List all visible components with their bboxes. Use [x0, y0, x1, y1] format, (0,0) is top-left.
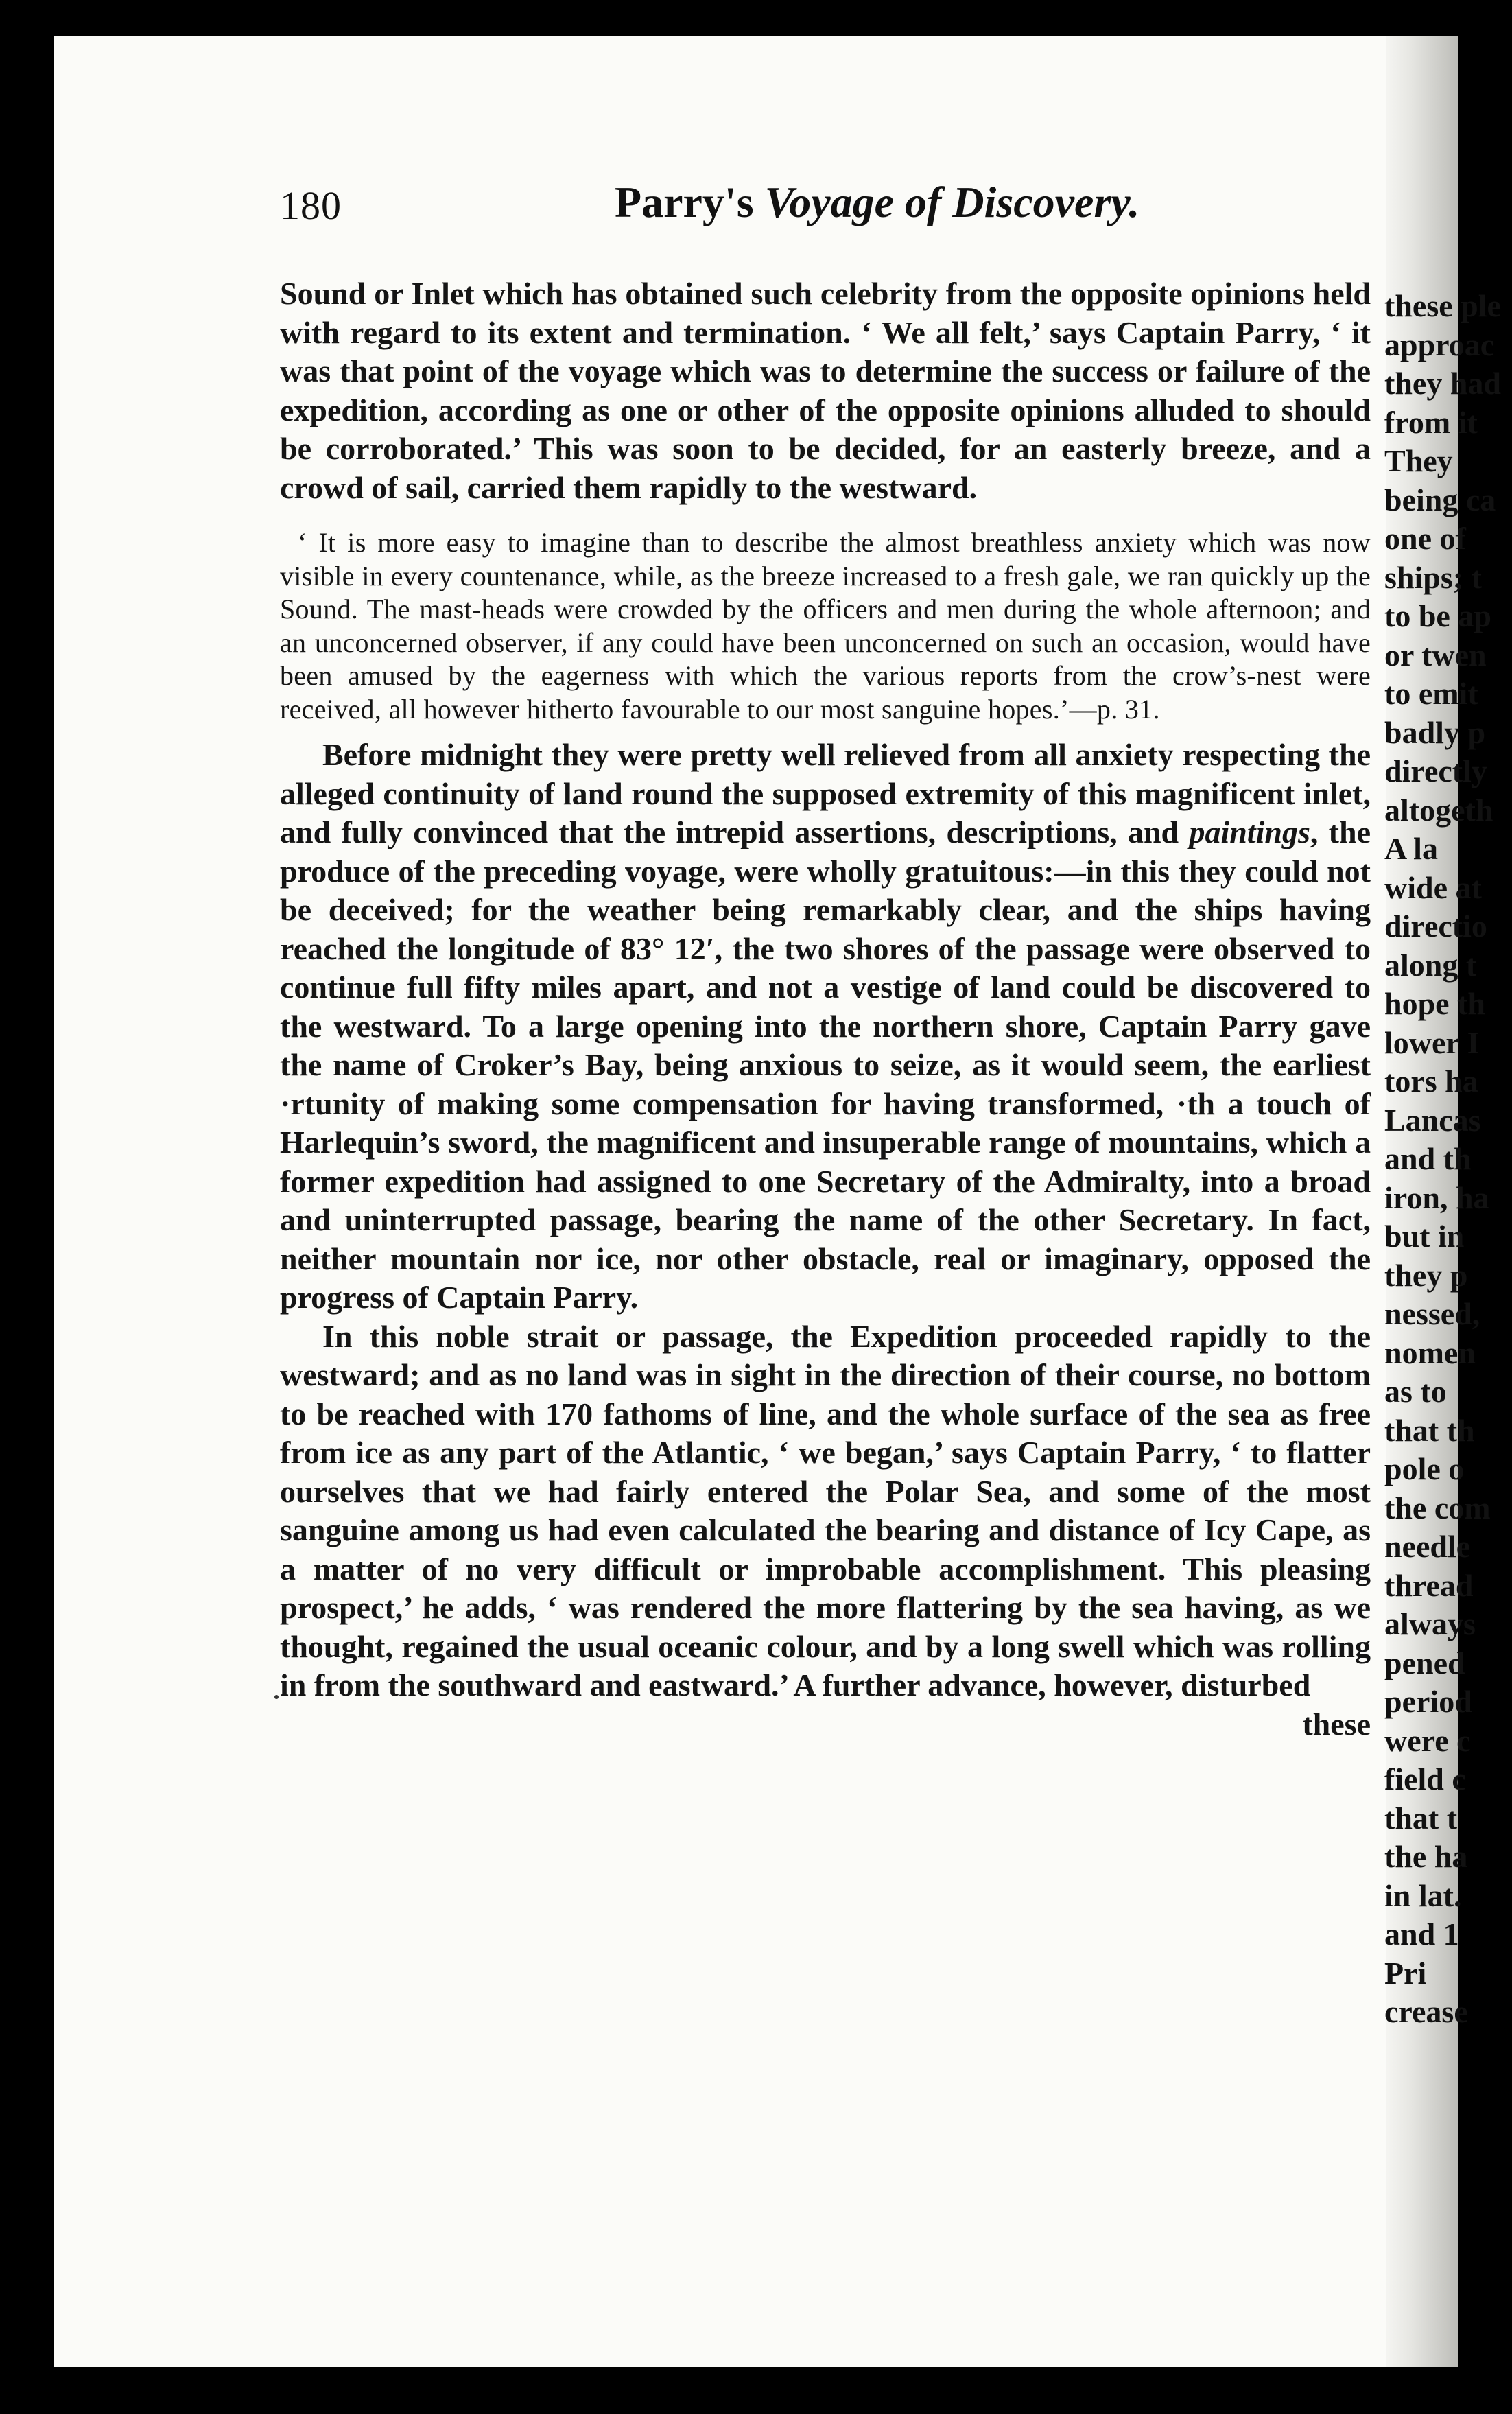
facing-page-line: Lancas [1384, 1102, 1481, 1138]
paragraph-2-text-a: Before midnight they were pretty well relieved from all anxiety respecting the alleged continuity of land round the supposed extremity of this magnificent inlet, and fully convinced that the intrepid assertions, descriptions, and [280, 737, 1371, 849]
running-head-roman: Parry's [615, 178, 765, 226]
main-text-column [280, 274, 1371, 1744]
facing-page-line: A la [1384, 831, 1438, 866]
facing-page-line: approac [1384, 327, 1495, 362]
facing-page-line: one of [1384, 521, 1466, 556]
facing-page-line: and 1 [1384, 1917, 1459, 1952]
facing-page-line: crease [1384, 1994, 1468, 2029]
facing-page-fragment [1384, 287, 1512, 2277]
facing-page-line: these ple [1384, 288, 1501, 323]
facing-page-line: the com [1384, 1490, 1491, 1525]
facing-page-line: lower I [1384, 1024, 1480, 1060]
facing-page-line: pened [1384, 1645, 1465, 1680]
facing-page-line: nessed, [1384, 1296, 1480, 1331]
facing-page-line: directio [1384, 909, 1487, 944]
facing-page-line: from it [1384, 404, 1478, 440]
facing-page-line: iron, ha [1384, 1180, 1489, 1215]
facing-page-line: They [1384, 443, 1453, 478]
margin-speck [274, 1695, 279, 1699]
facing-page-line: along t [1384, 947, 1477, 983]
facing-page-line: and th [1384, 1141, 1472, 1176]
paragraph-2-italic: paintings [1189, 815, 1310, 849]
facing-page-line: or twen [1384, 637, 1487, 672]
facing-page-line: they had [1384, 366, 1501, 401]
facing-page-line: directly [1384, 753, 1487, 788]
facing-page-line: always [1384, 1606, 1476, 1641]
facing-page-line: they p [1384, 1257, 1468, 1293]
facing-page-line: hope th [1384, 986, 1485, 1021]
facing-page-line: as to [1384, 1374, 1447, 1409]
paragraph-2-text-b: , the produce of the preceding voyage, were wholly gratuitous:—in this they could not be deceived; for the weather being remarkably clear, and the ships having reached the longitude of 83° 12′, the two shores of the passage were observed to continue full fifty miles apart, and not a vestige of land could be discovered to the westward. To a large opening into the northern shore, Captain Parry gave the name of Croker’s Bay, being anxious to seize, as it would seem, the earliest ·rtunity of making some compensation for having transformed, ·th a touch of Harlequin’s sword, the magnificent and insuperable range of mountains, which a former expedition had assigned to one Secretary of the Admiralty, into a broad and uninterrupted passage, bearing the name of the other Secretary. In fact, neither mountain nor ice, nor other obstacle, real or imaginary, opposed the progress of Captain Parry. [280, 815, 1371, 1315]
facing-page-line: badly p [1384, 714, 1486, 750]
facing-page-line: to be ap [1384, 598, 1491, 633]
facing-page-line: that t [1384, 1800, 1458, 1836]
facing-page-line: ships; t [1384, 559, 1482, 595]
facing-page-line: altogeth [1384, 792, 1493, 828]
catchword: these [1302, 1706, 1371, 1742]
paragraph-2 [280, 736, 1371, 1317]
facing-page-line: thread [1384, 1567, 1474, 1603]
page-number: 180 [280, 183, 342, 228]
facing-page-line: to emit [1384, 676, 1478, 711]
page-header [280, 177, 1364, 246]
facing-page-line: nomen [1384, 1335, 1476, 1370]
facing-page-line: were c [1384, 1722, 1471, 1758]
facing-page-line: being ca [1384, 482, 1496, 517]
running-head [615, 177, 1139, 228]
running-head-italic: Voyage of Discovery. [764, 178, 1140, 226]
block-quotation: ‘ It is more easy to imagine than to describe the almost breathless anxiety which was now visible in every countenance, while, as the breeze increased to a fresh gale, we ran quickly up the Sound. The mast-heads were crowded by the officers and men during the whole afternoon; and an unconcerned observer, if any could have been unconcerned on such an occasion, would have been amused by the eagerness with which the various reports from the crow’s-nest were received, all however hitherto favourable to our most sanguine hopes.’—p. 31. [280, 527, 1371, 725]
facing-page-line: pole o [1384, 1451, 1465, 1486]
facing-page-line: the ha [1384, 1839, 1468, 1874]
facing-page-line: but in [1384, 1219, 1465, 1254]
facing-page-line: that th [1384, 1412, 1475, 1448]
facing-page-line: needle [1384, 1529, 1471, 1564]
facing-page-line: period [1384, 1684, 1472, 1719]
facing-page-line: Pri [1384, 1955, 1427, 1991]
paragraph-1: Sound or Inlet which has obtained such celebrity from the opposite opinions held with regard to its extent and termination. ‘ We all felt,’ says Captain Parry, ‘ it was that point of the voyage which was to determine the success or failure of the expedition, according as one or other of the opposite opinions alluded to should be corroborated.’ This was soon to be decided, for an easterly breeze, and a crowd of sail, carried them rapidly to the westward. [280, 276, 1371, 505]
paragraph-3: In this noble strait or passage, the Expedition proceeded rapidly to the westward; and as no land was in sight in the direction of their course, no bottom to be reached with 170 fathoms of line, and the whole surface of the sea as free from ice as any part of the Atlantic, ‘ we began,’ says Captain Parry, ‘ to flatter ourselves that we had fairly entered the Polar Sea, and some of the most sanguine among us had even calculated the bearing and distance of Icy Cape, as a matter of no very difficult or improbable accomplishment. This pleasing prospect,’ he adds, ‘ was rendered the more flattering by the sea having, as we thought, regained the usual oceanic colour, and by a long swell which was rolling in from the southward and eastward.’ A further advance, however, disturbed [280, 1318, 1371, 1702]
facing-page-line: field c [1384, 1761, 1466, 1796]
facing-page-line: in lat. [1384, 1877, 1462, 1913]
facing-page-line: wide at [1384, 869, 1482, 905]
facing-page-line: tors ha [1384, 1064, 1478, 1099]
